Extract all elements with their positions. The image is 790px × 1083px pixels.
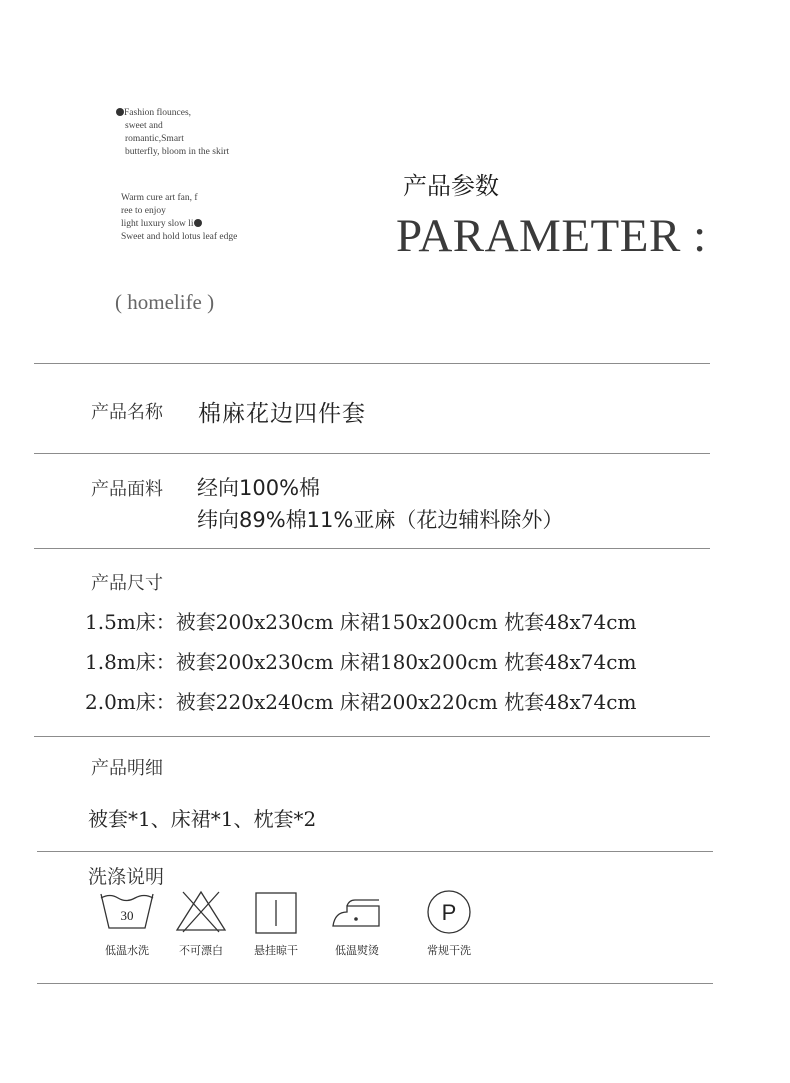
divider <box>34 548 710 549</box>
fabric-line-2: 纬向89%棉11%亚麻（花边辅料除外） <box>197 508 564 532</box>
intro-line: sweet and <box>125 121 163 131</box>
low-iron-icon <box>325 888 389 936</box>
care-item-label: 不可漂白 <box>179 944 223 957</box>
no-bleach-icon <box>169 888 233 936</box>
intro-line: Warm cure art fan, f <box>121 193 198 203</box>
page-title-cn: 产品参数 <box>403 172 499 200</box>
intro-line: ree to enjoy <box>121 206 166 216</box>
divider <box>34 363 710 364</box>
detail-label: 产品明细 <box>91 758 163 779</box>
detail-value: 被套*1、床裙*1、枕套*2 <box>88 807 317 831</box>
divider <box>37 983 713 984</box>
dry-clean-symbol: P <box>441 900 457 925</box>
care-item <box>87 888 167 958</box>
intro-line: butterfly, bloom in the skirt <box>125 147 230 157</box>
size-row: 2.0m床：被套220x240cm 床裙200x220cm 枕套48x74cm <box>85 690 637 714</box>
care-label: 洗涤说明 <box>88 866 165 888</box>
intro-line: Fashion flounces, <box>124 108 192 118</box>
page-title-en: PARAMETER : <box>396 210 707 262</box>
size-row: 1.8m床：被套200x230cm 床裙180x200cm 枕套48x74cm <box>85 650 637 674</box>
size-row: 1.5m床：被套200x230cm 床裙150x200cm 枕套48x74cm <box>85 610 637 634</box>
care-item-label: 悬挂晾干 <box>254 944 298 957</box>
intro-line: light luxury slow li <box>121 219 194 229</box>
care-item <box>409 888 489 958</box>
intro-blurb-a <box>116 107 229 159</box>
hang-dry-icon <box>244 888 308 936</box>
intro-line: romantic,Smart <box>125 134 184 144</box>
fabric-label: 产品面料 <box>91 479 163 500</box>
wash-temp-text: 30 <box>120 908 134 923</box>
divider <box>34 453 710 454</box>
care-item <box>161 888 241 958</box>
divider <box>34 736 710 737</box>
name-label: 产品名称 <box>91 402 163 423</box>
fabric-line-1: 经向100%棉 <box>197 476 321 500</box>
bullet-dot-icon <box>194 219 202 227</box>
wash-30-icon <box>95 888 159 936</box>
dry-clean-icon <box>417 888 481 936</box>
brand-text: ( homelife ) <box>115 290 215 314</box>
bullet-dot-icon <box>116 108 124 116</box>
intro-blurb-b <box>121 192 237 244</box>
name-value: 棉麻花边四件套 <box>198 401 366 427</box>
care-item-label: 低温水洗 <box>105 944 149 957</box>
care-item-label: 常规干洗 <box>427 944 471 957</box>
care-item <box>236 888 316 958</box>
care-item-label: 低温熨烫 <box>335 944 379 957</box>
size-label: 产品尺寸 <box>91 573 163 594</box>
care-item <box>317 888 397 958</box>
divider <box>37 851 713 852</box>
intro-line: Sweet and hold lotus leaf edge <box>121 232 238 242</box>
